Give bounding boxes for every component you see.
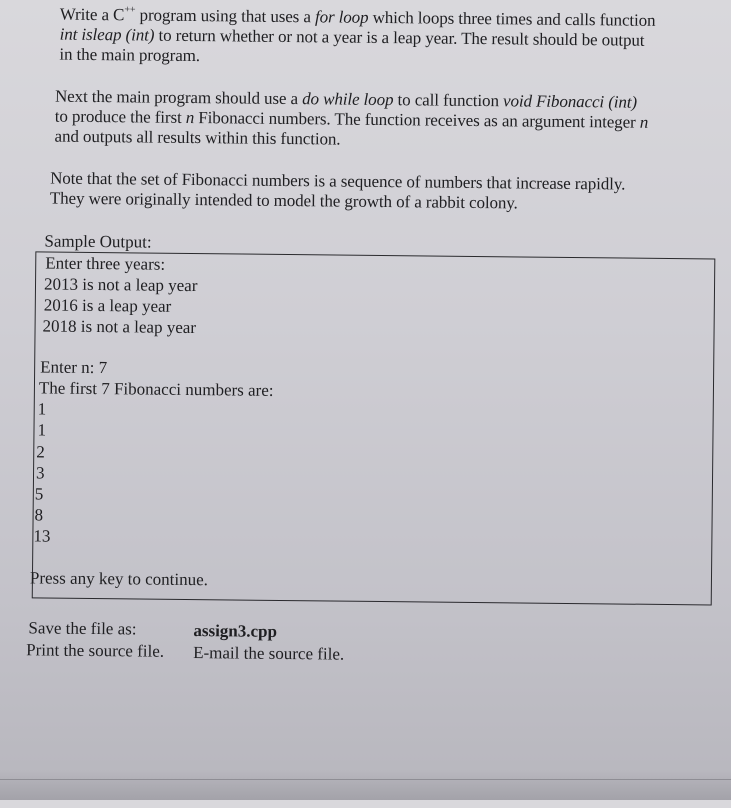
- sample-output-box: [29, 251, 716, 605]
- output-line: 2013 is not a leap year: [43, 274, 198, 296]
- fibonacci-number: 8: [34, 505, 44, 525]
- paragraph-assignment-intro: [59, 5, 720, 72]
- sample-output-label: Sample Output:: [44, 231, 152, 252]
- fibonacci-number: 13: [33, 526, 51, 546]
- fib-line-2: to produce the first n Fibonacci numbers. The function receives as an argument integer n: [54, 106, 649, 132]
- page-bottom-shadow: [0, 770, 731, 800]
- fibonacci-number: 1: [37, 399, 47, 419]
- output-line: Enter n: 7: [40, 357, 108, 378]
- output-line: 2016 is a leap year: [43, 295, 172, 316]
- note-line-1: Note that the set of Fibonacci numbers is a sequence of numbers that increase rapidly.: [50, 168, 626, 194]
- output-line: Enter three years:: [45, 253, 166, 274]
- intro-line-2: int isleap (int) to return whether or not a year is a leap year. The result should be output: [59, 24, 645, 50]
- output-line: 2018 is not a leap year: [42, 316, 197, 338]
- fib-line-1: Next the main program should use a do while loop to call function void Fibonacci (int): [54, 86, 638, 112]
- output-line: Press any key to continue.: [29, 568, 209, 590]
- note-line-2: They were originally intended to model the growth of a rabbit colony.: [49, 188, 518, 213]
- fibonacci-number: 5: [34, 484, 44, 504]
- save-filename: assign3.cpp: [193, 621, 278, 641]
- print-instruction: Print the source file.: [26, 640, 165, 661]
- save-label: Save the file as:: [28, 618, 137, 639]
- fib-line-3: and outputs all results within this function.: [54, 126, 341, 149]
- paragraph-fibonacci-instructions: [54, 87, 715, 154]
- intro-line-1: Write a C++ program using that uses a for loop which loops three times and calls function: [59, 4, 656, 30]
- intro-line-3: in the main program.: [59, 44, 201, 66]
- fibonacci-number: 3: [35, 463, 45, 483]
- page-edge-line: [0, 779, 731, 780]
- output-line: The first 7 Fibonacci numbers are:: [38, 378, 274, 400]
- fibonacci-number: 2: [36, 442, 45, 462]
- fibonacci-number: 1: [37, 420, 47, 440]
- email-instruction: E-mail the source file.: [193, 643, 345, 664]
- paragraph-fibonacci-note: [50, 169, 710, 216]
